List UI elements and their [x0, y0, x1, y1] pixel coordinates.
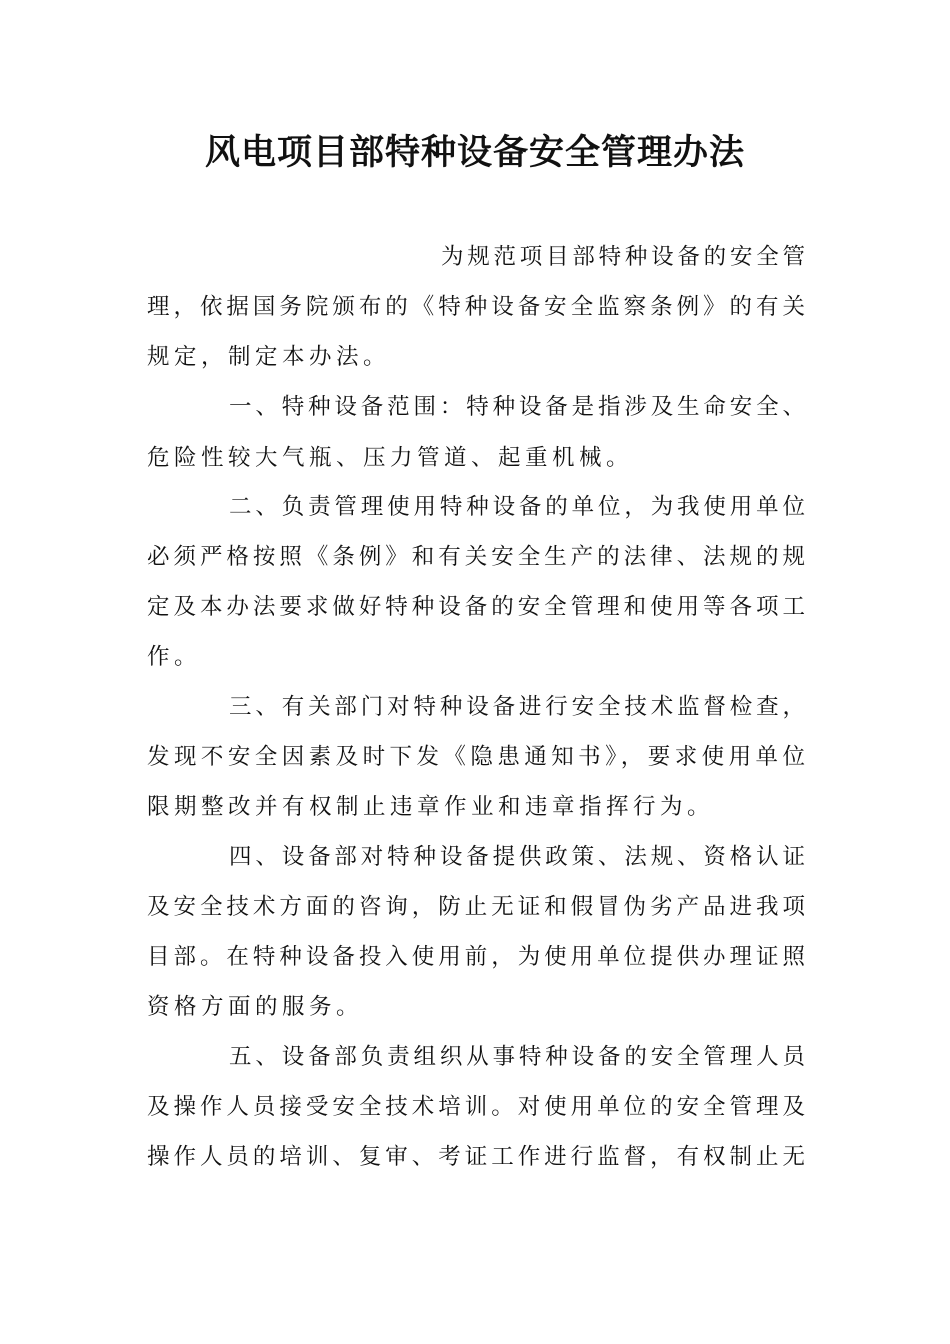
section-5-line-3: 操作人员的培训、复审、考证工作进行监督，有权制止无: [147, 1144, 805, 1170]
section-5-line-1: 五、设备部负责组织从事特种设备的安全管理人员: [229, 1044, 805, 1070]
section-4-line-1: 四、设备部对特种设备提供政策、法规、资格认证: [229, 844, 805, 870]
section-3-line-1: 三、有关部门对特种设备进行安全技术监督检查，: [229, 694, 805, 720]
section-3-line-3: 限期整改并有权制止违章作业和违章指挥行为。: [147, 794, 715, 820]
section-2-line-4: 作。: [147, 644, 202, 670]
section-2-line-3: 定及本办法要求做好特种设备的安全管理和使用等各项工: [147, 594, 805, 620]
section-1-line-2: 危险性较大气瓶、压力管道、起重机械。: [147, 445, 634, 471]
section-4-line-2: 及安全技术方面的咨询，防止无证和假冒伪劣产品进我项: [147, 894, 805, 920]
document-title: 风电项目部特种设备安全管理办法: [204, 133, 745, 173]
preamble-line-1: 为规范项目部特种设备的安全管: [441, 244, 805, 270]
preamble-line-2: 理，依据国务院颁布的《特种设备安全监察条例》的有关: [147, 294, 805, 320]
section-3-line-2: 发现不安全因素及时下发《隐患通知书》，要求使用单位: [147, 744, 805, 770]
section-4-line-4: 资格方面的服务。: [147, 994, 364, 1020]
section-5-line-2: 及操作人员接受安全技术培训。对使用单位的安全管理及: [147, 1094, 805, 1120]
section-1-line-1: 一、特种设备范围：特种设备是指涉及生命安全、: [229, 394, 805, 420]
section-2-line-1: 二、负责管理使用特种设备的单位，为我使用单位: [229, 494, 805, 520]
preamble-line-3: 规定，制定本办法。: [147, 344, 391, 370]
section-4-line-3: 目部。在特种设备投入使用前，为使用单位提供办理证照: [147, 944, 805, 970]
section-2-line-2: 必须严格按照《条例》和有关安全生产的法律、法规的规: [147, 544, 805, 570]
